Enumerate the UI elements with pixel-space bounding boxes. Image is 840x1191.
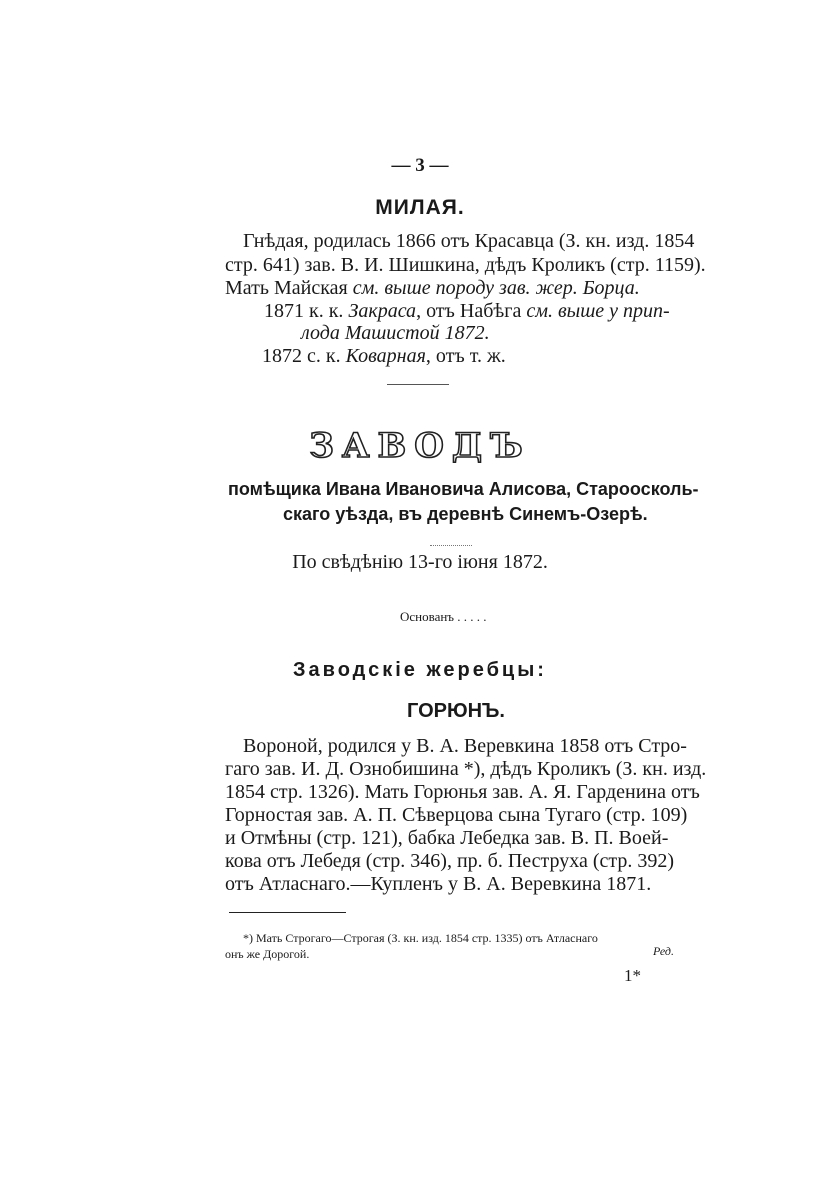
stud-owner-line: скаго уѣзда, въ деревнѣ Синемъ-Озерѣ. <box>283 504 648 524</box>
text-span-italic: см. выше у прип- <box>526 300 670 322</box>
stud-date: По свѣдѣнію 13-го іюня 1872. <box>292 551 548 573</box>
issue-line <box>264 300 670 323</box>
text-span-italic: Коварная <box>345 345 426 367</box>
divider <box>387 384 449 385</box>
entry-text-line: стр. 641) зав. В. И. Шишкина, дѣдъ Кроликъ (стр. 1159). <box>225 254 706 276</box>
text-span: , отъ т. ж. <box>425 345 506 367</box>
entry-text-line: Гнѣдая, родилась 1866 отъ Красавца (З. кн. изд. 1854 <box>243 230 695 252</box>
page-number: — 3 — <box>391 155 449 176</box>
entry-text-line: 1854 стр. 1326). Мать Горюнья зав. А. Я. Гарденина отъ <box>225 781 700 803</box>
footnote-line: онъ же Дорогой. <box>225 947 310 961</box>
text-span: , отъ Набѣга <box>416 300 527 322</box>
entry-title-milaya: МИЛАЯ. <box>375 196 465 219</box>
text-span: 1872 с. к. <box>262 345 346 367</box>
text-span-italic: Закраса <box>348 300 417 322</box>
entry-text-line: Вороной, родился у В. А. Веревкина 1858 отъ Стро- <box>243 735 687 757</box>
text-span-italic: см. выше породу зав. жер. Борца. <box>352 277 640 299</box>
footnote-editor: Ред. <box>653 944 674 958</box>
entry-title-goryun: ГОРЮНЪ. <box>407 700 505 722</box>
entry-text-line: гаго зав. И. Д. Ознобишина *), дѣдъ Кроликъ (З. кн. изд. <box>225 758 707 780</box>
sheet-signature: 1* <box>624 966 641 985</box>
text-span: 1871 к. к. <box>264 300 349 322</box>
entry-text-line: и Отмѣны (стр. 121), бабка Лебедка зав. В. П. Воей- <box>225 827 669 849</box>
stud-title: ЗАВОДЪ <box>309 426 531 466</box>
entry-text-line: Горностая зав. А. П. Сѣверцова сына Тугаго (стр. 109) <box>225 804 688 826</box>
entry-text-line: отъ Атласнаго.—Купленъ у В. А. Веревкина 1871. <box>225 873 652 895</box>
section-title: Заводскіе жеребцы: <box>293 659 547 681</box>
entry-text-line: кова отъ Лебедя (стр. 346), пр. б. Пеструха (стр. 392) <box>225 850 675 872</box>
stud-owner-line: помѣщика Ивана Ивановича Алисова, Староосколь- <box>228 479 699 499</box>
footnote-rule <box>229 912 346 913</box>
stud-founded: Основанъ . . . . . <box>400 609 487 624</box>
issue-line-cont: лода Машистой 1872. <box>301 322 490 344</box>
footnote-line: *) Мать Строгаго—Строгая (З. кн. изд. 1854 стр. 1335) отъ Атласнаго <box>243 931 598 945</box>
issue-line <box>262 345 506 368</box>
text-span: Мать Майская <box>225 277 353 299</box>
entry-text-line <box>225 277 640 300</box>
divider <box>430 545 472 546</box>
